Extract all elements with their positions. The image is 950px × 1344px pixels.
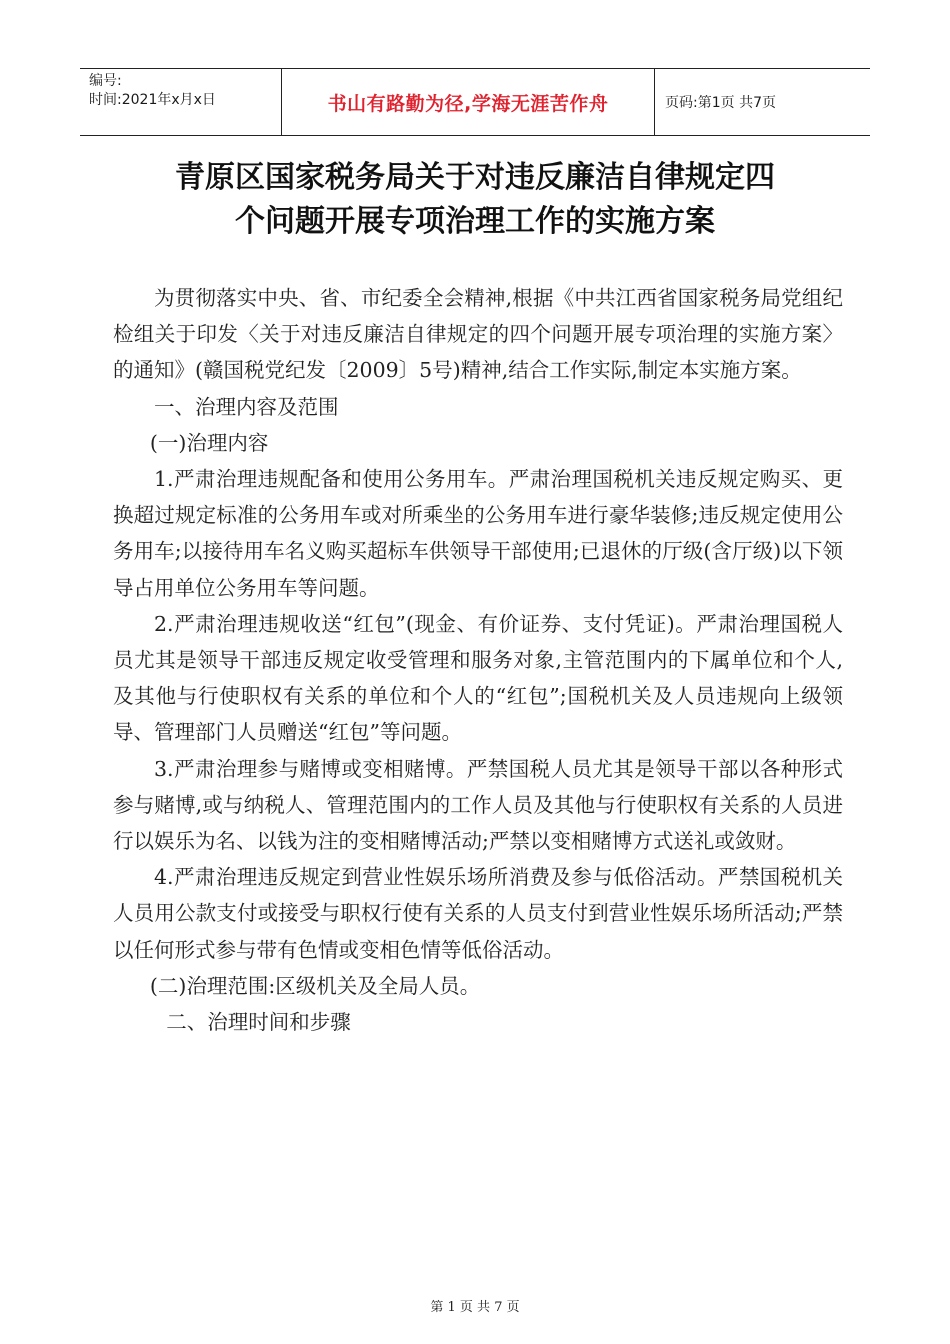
subsection-heading-1: (一)治理内容 bbox=[149, 430, 269, 455]
header-motto: 书山有路勤为径,学海无涯苦作舟 bbox=[282, 69, 655, 135]
item-paragraph-2: 2.严肃治理违规收送“红包”(现金、有价证券、支付凭证)。严肃治理国税人员尤其是领导干部违反规定收受管理和服务对象,主管范围内的下属单位和个人,及其他与行使职权有关系的单位和个人的“红包”;国税机关及人员违规向上级领导、管理部门人员赠送“红包”等问题。 bbox=[113, 611, 843, 745]
item-paragraph-4: 4.严肃治理违反规定到营业性娱乐场所消费及参与低俗活动。严禁国税机关人员用公款支付或接受与职权行使有关系的人员支付到营业性娱乐场所活动;严禁以任何形式参与带有色情或变相色情等低俗活动。 bbox=[113, 865, 843, 962]
number-label: 编号: bbox=[89, 73, 122, 89]
intro-paragraph: 为贯彻落实中央、省、市纪委全会精神,根据《中共江西省国家税务局党组纪检组关于印发〈关于对违反廉洁自律规定的四个问题开展专项治理的实施方案〉的通知》(赣国税党纪发〔2009〕5号)精神,结合工作实际,制定本实施方案。 bbox=[113, 286, 843, 383]
page-footer: 第 1 页 共 7 页 bbox=[430, 1300, 520, 1315]
item-paragraph-3: 3.严肃治理参与赌博或变相赌博。严禁国税人员尤其是领导干部以各种形式参与赌博,或与纳税人、管理范围内的工作人员及其他与行使职权有关系的人员进行以娱乐为名、以钱为注的变相赌博活动;严禁以变相赌博方式送礼或敛财。 bbox=[113, 756, 843, 854]
page-header bbox=[80, 68, 870, 136]
time-label: 时间:2021年x月x日 bbox=[89, 92, 216, 108]
document-title bbox=[100, 156, 850, 244]
item-paragraph-1: 1.严肃治理违规配备和使用公务用车。严肃治理国税机关违反规定购买、更换超过规定标准的公务用车或对所乘坐的公务用车进行豪华装修;违反规定使用公务用车;以接待用车名义购买超标车供领导干部使用;已退休的厅级(含厅级)以下领导占用单位公务用车等问题。 bbox=[113, 467, 843, 600]
header-page-info: 页码:第1页 共7页 bbox=[665, 95, 776, 111]
subsection-heading-2: (二)治理范围:区级机关及全局人员。 bbox=[149, 973, 481, 998]
section-heading-1: 一、治理内容及范围 bbox=[154, 394, 339, 419]
document-body bbox=[113, 280, 843, 1040]
header-meta bbox=[80, 69, 282, 135]
section-heading-2: 二、治理时间和步骤 bbox=[166, 1010, 351, 1035]
title-line-1: 青原区国家税务局关于对违反廉洁自律规定四 bbox=[175, 160, 775, 195]
title-line-2: 个问题开展专项治理工作的实施方案 bbox=[235, 204, 715, 239]
